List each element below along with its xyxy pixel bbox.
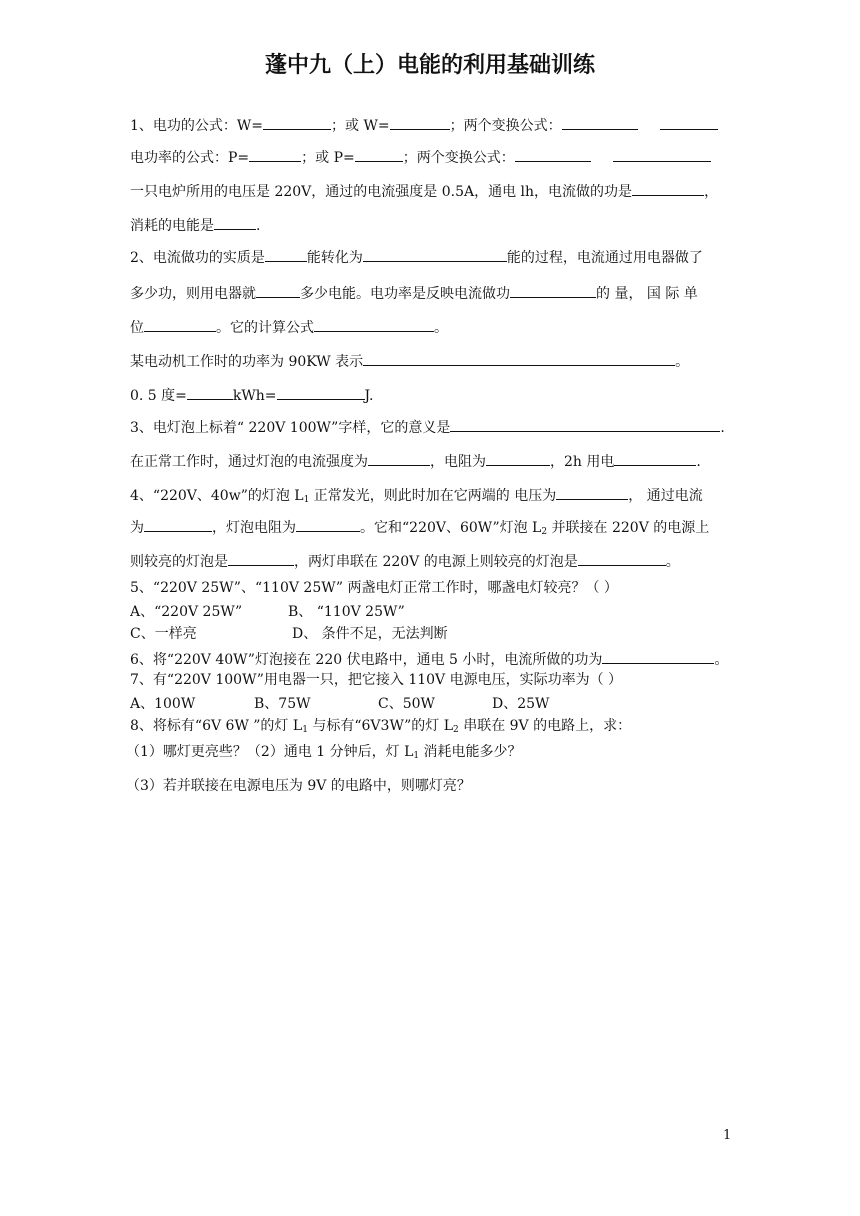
q2-text: 。 xyxy=(434,320,448,336)
q2-line-4 xyxy=(130,350,730,372)
page-number: 1 xyxy=(723,1128,732,1143)
option-c[interactable]: C、50W xyxy=(378,696,435,712)
q4-text: 正常发光，则此时加在它两端的 电压为 xyxy=(309,488,557,504)
q1-text: . xyxy=(256,218,261,234)
answer-blank[interactable] xyxy=(613,146,711,162)
q3-text: ，2h 用电 xyxy=(550,454,615,470)
q6-line xyxy=(130,648,730,670)
q3-text: ，电阻为 xyxy=(430,454,486,470)
answer-blank[interactable] xyxy=(256,282,300,298)
answer-blank[interactable] xyxy=(486,450,550,466)
q4-text: 为 xyxy=(130,520,144,536)
answer-blank[interactable] xyxy=(602,648,714,664)
q8-text: 与标有“6V3W”的灯 L xyxy=(307,718,454,734)
q2-line-2 xyxy=(130,282,730,304)
q2-text: 。 xyxy=(675,354,690,370)
answer-blank[interactable] xyxy=(144,316,216,332)
option-b[interactable]: B、75W xyxy=(254,696,311,712)
option-d[interactable]: D、25W xyxy=(492,696,550,712)
q8-stem xyxy=(130,716,730,740)
q2-text: 的 量， 国 际 单 xyxy=(596,286,698,302)
q2-text: 位 xyxy=(130,320,144,336)
q2-text: 2、电流做功的实质是 xyxy=(130,250,265,266)
answer-blank[interactable] xyxy=(355,146,403,162)
q3-line-1 xyxy=(130,416,730,438)
q2-line-5 xyxy=(130,384,730,406)
answer-blank[interactable] xyxy=(632,180,704,196)
q8-text: （1）哪灯更亮些？（2）通电 1 分钟后，灯 L xyxy=(126,744,414,760)
answer-blank[interactable] xyxy=(556,484,628,500)
q4-text: 。它和“220V、60W”灯泡 L xyxy=(360,520,542,536)
page-title: 蓬中九（上）电能的利用基础训练 xyxy=(264,53,595,78)
answer-blank[interactable] xyxy=(144,516,212,532)
q2-text: 能转化为 xyxy=(306,250,363,266)
answer-blank[interactable] xyxy=(515,146,591,162)
q1-text: ；或 W= xyxy=(331,118,390,134)
q8-text: 8、将标有“6V 6W ”的灯 L xyxy=(130,718,303,734)
q5-options-row-1 xyxy=(130,602,730,622)
option-d[interactable]: D、 条件不足，无法判断 xyxy=(292,626,448,642)
q5-options-row-2 xyxy=(130,624,730,644)
option-a[interactable]: A、“220V 25W” xyxy=(130,604,243,620)
q4-text: 则较亮的灯泡是 xyxy=(130,554,228,570)
q1-text: ；或 P= xyxy=(301,150,355,166)
q4-line-1 xyxy=(130,484,730,510)
answer-blank[interactable] xyxy=(614,450,696,466)
subscript: 2 xyxy=(453,725,459,735)
answer-blank[interactable] xyxy=(510,282,596,298)
subscript: 1 xyxy=(302,725,308,735)
q2-text: 某电动机工作时的功率为 90KW 表示 xyxy=(130,354,364,370)
q2-line-3 xyxy=(130,316,730,338)
answer-blank[interactable] xyxy=(363,246,507,262)
q1-text: 一只电炉所用的电压是 220V，通过的电流强度是 0.5A，通电 lh，电流做的功是 xyxy=(130,184,633,200)
q8-sub-1-2 xyxy=(126,742,726,766)
answer-blank[interactable] xyxy=(390,114,450,130)
q4-line-2 xyxy=(130,516,730,542)
answer-blank[interactable] xyxy=(249,146,301,162)
q4-text: ，灯泡电阻为 xyxy=(212,520,296,536)
answer-blank[interactable] xyxy=(265,246,307,262)
answer-blank[interactable] xyxy=(277,384,365,400)
q3-text: . xyxy=(696,454,701,470)
option-a[interactable]: A、100W xyxy=(130,696,196,712)
answer-blank[interactable] xyxy=(214,214,256,230)
q2-text: 。它的计算公式 xyxy=(216,320,314,336)
q4-text: ， 通过电流 xyxy=(628,488,703,504)
q1-text: 电功率的公式：P= xyxy=(130,150,250,166)
q3-text: . xyxy=(720,420,725,436)
q2-line-1 xyxy=(130,246,730,268)
q5-stem: 5、“220V 25W”、“110V 25W” 两盏电灯正常工作时，哪盏电灯较亮？（ ） xyxy=(130,580,618,596)
answer-blank[interactable] xyxy=(187,384,233,400)
answer-blank[interactable] xyxy=(562,114,638,130)
q2-text: 多少功，则用电器就 xyxy=(130,286,256,302)
answer-blank[interactable] xyxy=(660,114,718,130)
q8-text: 串联在 9V 的电路上，求： xyxy=(458,718,632,734)
subscript: 1 xyxy=(303,495,310,505)
q8-text: 消耗电能多少？ xyxy=(419,744,522,760)
q4-text: 。 xyxy=(665,554,680,570)
q1-text: ， xyxy=(704,184,719,200)
q3-text: 3、电灯泡上标着“ 220V 100W”字样，它的意义是 xyxy=(130,420,451,436)
option-c[interactable]: C、一样亮 xyxy=(130,626,197,642)
answer-blank[interactable] xyxy=(368,450,430,466)
option-b[interactable]: B、 “110V 25W” xyxy=(288,604,405,620)
q4-text: 并联接在 220V 的电源上 xyxy=(547,520,710,536)
q7-options xyxy=(130,694,730,714)
q1-text: ；两个变换公式： xyxy=(402,150,515,166)
q3-text: 在正常工作时，通过灯泡的电流强度为 xyxy=(130,454,368,470)
q1-text: 1、电功的公式：W= xyxy=(130,118,264,134)
q6-text: 。 xyxy=(714,652,729,668)
answer-blank[interactable] xyxy=(228,550,294,566)
answer-blank[interactable] xyxy=(314,316,434,332)
q4-text: 4、“220V、40w”的灯泡 L xyxy=(130,488,304,504)
q1-line-4 xyxy=(130,214,730,236)
answer-blank[interactable] xyxy=(450,416,720,432)
answer-blank[interactable] xyxy=(263,114,331,130)
q2-text: 0. 5 度= xyxy=(130,388,187,404)
q2-text: kWh= xyxy=(232,388,277,404)
q2-text: J. xyxy=(364,388,374,404)
q1-text: 消耗的电能是 xyxy=(130,218,214,234)
subscript: 1 xyxy=(413,751,420,761)
q4-text: ，两灯串联在 220V 的电源上则较亮的灯泡是 xyxy=(294,554,578,570)
q2-text: 多少电能。电功率是反映电流做功 xyxy=(300,286,510,302)
q1-text: ；两个变换公式： xyxy=(449,118,562,134)
q1-line-1 xyxy=(130,114,730,136)
q1-line-3 xyxy=(130,180,730,202)
q2-text: 能的过程，电流通过用电器做了 xyxy=(506,250,703,266)
answer-blank[interactable] xyxy=(578,550,666,566)
q3-line-2 xyxy=(130,450,730,472)
subscript: 2 xyxy=(541,527,548,537)
answer-blank[interactable] xyxy=(363,350,675,366)
q7-stem: 7、有“220V 100W”用电器一只，把它接入 110V 电源电压，实际功率为（ ） xyxy=(130,672,623,688)
answer-blank[interactable] xyxy=(296,516,360,532)
q4-line-3 xyxy=(130,550,730,572)
q6-text: 6、将“220V 40W”灯泡接在 220 伏电路中，通电 5 小时，电流所做的功为 xyxy=(130,652,603,668)
q1-line-2 xyxy=(130,146,730,168)
q8-sub-3: （3）若并联接在电源电压为 9V 的电路中，则哪灯亮？ xyxy=(126,778,471,794)
